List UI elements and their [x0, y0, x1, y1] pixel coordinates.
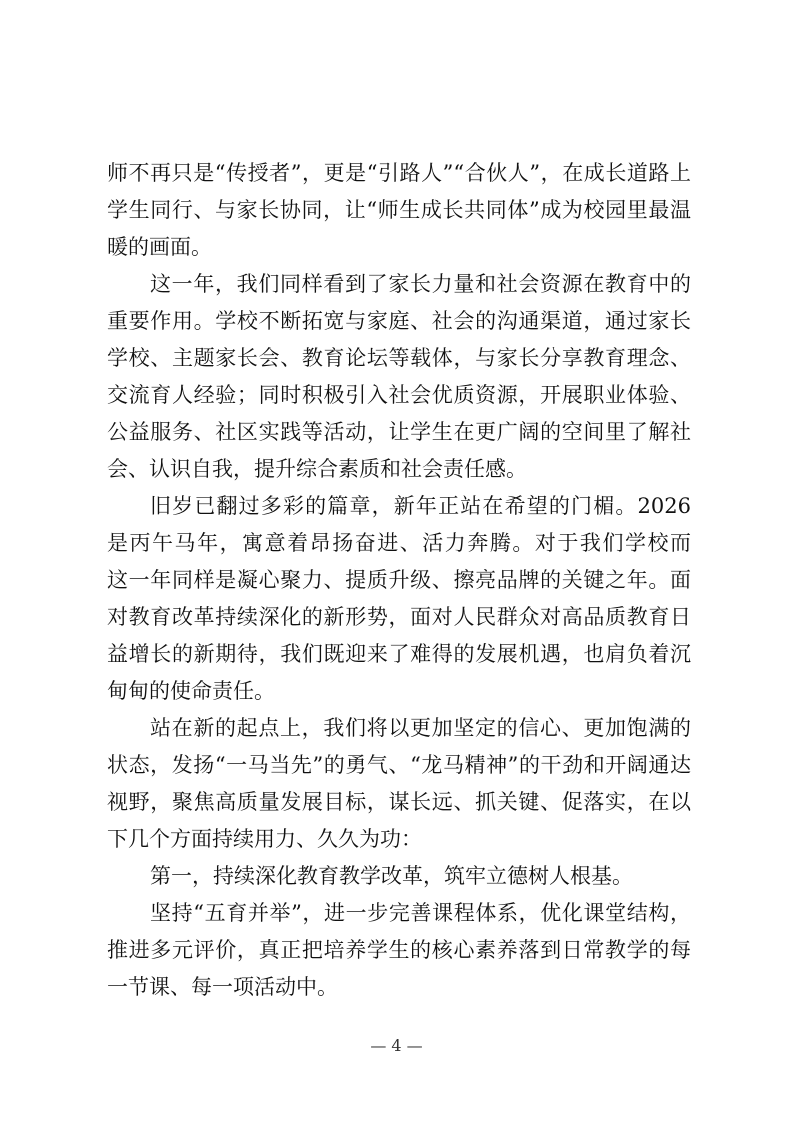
text-line: 第一，持续深化教育教学改革，筑牢立德树人根基。 [150, 864, 633, 888]
text-line: 重要作用。学校不断拓宽与家庭、社会的沟通渠道，通过家长 [107, 309, 691, 333]
text-line: 甸甸的使命责任。 [107, 679, 275, 703]
text-line: 一节课、每一项活动中。 [107, 975, 338, 999]
text-line: 学校、主题家长会、教育论坛等载体，与家长分享教育理念、 [107, 346, 691, 370]
text-line: 师不再只是“传授者”，更是“引路人”“合伙人”，在成长道路上 [107, 161, 691, 185]
text-line: 益增长的新期待，我们既迎来了难得的发展机遇，也肩负着沉 [107, 642, 691, 666]
text-line: 交流育人经验；同时积极引入社会优质资源，开展职业体验、 [107, 383, 691, 407]
text-line: 下几个方面持续用力、久久为功： [107, 827, 422, 851]
text-line: 对教育改革持续深化的新形势，面对人民群众对高品质教育日 [107, 605, 691, 629]
text-line: 这一年，我们同样看到了家长力量和社会资源在教育中的 [150, 272, 691, 296]
text-line: 暖的画面。 [107, 235, 212, 259]
page-number: — 4 — [370, 1036, 423, 1055]
text-line: 公益服务、社区实践等活动，让学生在更广阔的空间里了解社 [107, 420, 691, 444]
text-line: 会、认识自我，提升综合素质和社会责任感。 [107, 457, 527, 481]
text-line: 视野，聚焦高质量发展目标，谋长远、抓关键、促落实，在以 [107, 790, 691, 814]
text-line: 是丙午马年，寓意着昂扬奋进、活力奔腾。对于我们学校而 [107, 531, 691, 555]
text-line: 这一年同样是凝心聚力、提质升级、擦亮品牌的关键之年。面 [107, 568, 691, 592]
text-line: 学生同行、与家长协同，让“师生成长共同体”成为校园里最温 [107, 198, 691, 222]
text-line: 站在新的起点上，我们将以更加坚定的信心、更加饱满的 [150, 716, 691, 740]
text-line: 状态，发扬“一马当先”的勇气、“龙马精神”的干劲和开阔通达 [107, 753, 691, 777]
text-line: 坚持“五育并举”，进一步完善课程体系，优化课堂结构， [150, 901, 691, 925]
text-line: 推进多元评价，真正把培养学生的核心素养落到日常教学的每 [107, 938, 691, 962]
text-line: 旧岁已翻过多彩的篇章，新年正站在希望的门楣。2026 [150, 494, 691, 518]
